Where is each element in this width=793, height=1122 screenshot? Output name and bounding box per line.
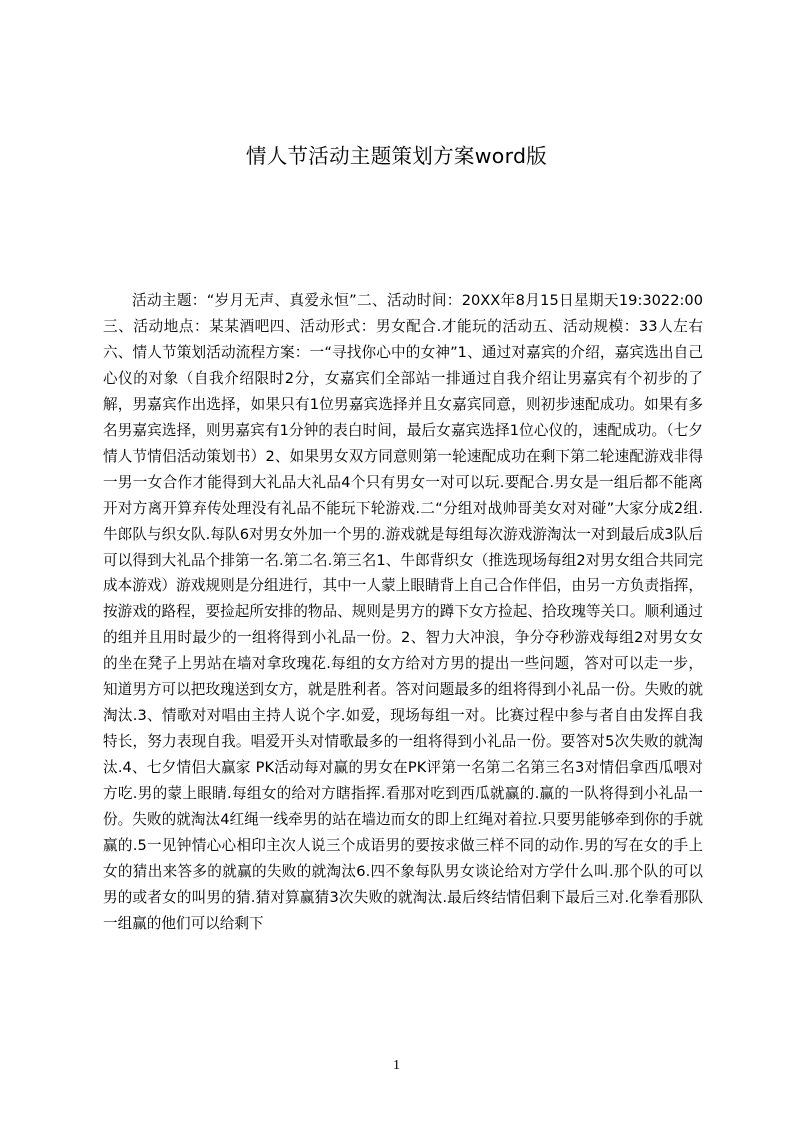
document-body-paragraph: 活动主题：“岁月无声、真爱永恒”二、活动时间：20XX年8月15日星期天19:3022:00三、活动地点：某某酒吧四、活动形式：男女配合.才能玩的活动五、活动规模：33人左右六、情人节策划活动流程方案：一“寻找你心中的女神”1、通过对嘉宾的介绍，嘉宾选出自己心仪的对象（自我介绍限时2分，女嘉宾们全部站一排通过自我介绍让男嘉宾有个初步的了解，男嘉宾作出选择，如果只有1位男嘉宾选择并且女嘉宾同意，则初步速配成功。如果有多名男嘉宾选择，则男嘉宾有1分钟的表白时间，最后女嘉宾选择1位心仪的，速配成功。（七夕情人节情侣活动策划书）2、如果男女双方同意则第一轮速配成功在剩下第二轮速配游戏非得一男一女合作才能得到大礼品大礼品4个只有男女一对可以玩.要配合.男女是一组后都不能离开对方离开算弃传处理没有礼品不能玩下轮游戏.二“分组对战帅哥美女对对碰”大家分成2组.牛郎队与织女队.每队6对男女外加一个男的.游戏就是每组每次游戏游淘汰一对到最后成3队后可以得到大礼品个排第一名.第二名.第三名1、牛郎背织女（推选现场每组2对男女组合共同完成本游戏）游戏规则是分组进行，其中一人蒙上眼睛背上自己合作伴侣，由另一方负责指挥，按游戏的路程，要捡起所安排的物品、规则是男方的蹲下女方捡起、拾玫瑰等关口。顺利通过的组并且用时最少的一组将得到小礼品一份。2、智力大冲浪，争分夺秒游戏每组2对男女女的坐在凳子上男站在墙对拿玫瑰花.每组的女方给对方男的提出一些问题，答对可以走一步，知道男方可以把玫瑰送到女方，就是胜利者。答对问题最多的组将得到小礼品一份。失败的就淘汰.3、情歌对对唱由主持人说个字.如爱，现场每组一对。比赛过程中参与者自由发挥自我特长，努力表现自我。唱爱开头对情歌最多的一组将得到小礼品一份。要答对5次失败的就淘汰.4、七夕情侣大赢家 PK活动每对赢的男女在PK评第一名第二名第三名3对情侣拿西瓜喂对方吃.男的蒙上眼睛.每组女的给对方瞎指挥.看那对吃到西瓜就赢的.赢的一队将得到小礼品一份。失败的就淘汰4红绳一线牵男的站在墙边而女的即上红绳对着拉.只要男能够牵到你的手就赢的.5一见钟情心心相印主次人说三个成语男的要按求做三样不同的动作.男的写在女的手上女的猜出来答多的就赢的失败的就淘汰6.四不象每队男女谈论给对方学什么叫.那个队的可以男的或者女的叫男的猜.猜对算赢猜3次失败的就淘汰.最后终结情侣剩下最后三对.化拳看那队一组赢的他们可以给剩下 xyxy=(103,292,703,932)
page-number: 1 xyxy=(393,1058,400,1073)
document-title: 情人节活动主题策划方案word版 xyxy=(245,144,548,168)
